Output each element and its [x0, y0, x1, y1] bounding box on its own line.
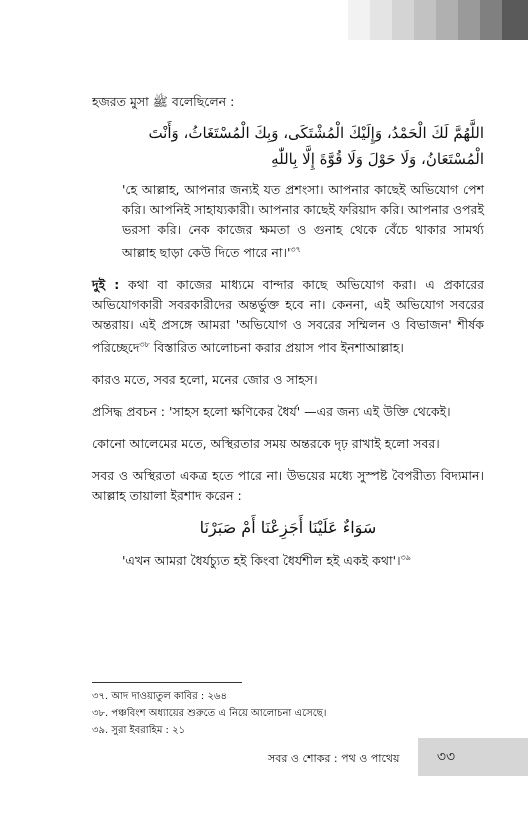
- footnote-divider: [92, 682, 242, 683]
- running-footer-title: সবর ও শোকর : পথ ও পাথেয়: [268, 752, 400, 765]
- proverb: প্রসিদ্ধ প্রবচন : 'সাহস হলো ক্ষণিকের ধৈর্য' —এর জন্য এই উক্তি থেকেই।: [92, 404, 451, 420]
- contrast-paragraph: সবর ও অস্থিরতা একত্র হতে পারে না। উভয়ের মধ্যে সুস্পষ্ট বৈপরীত্য বিদ্যমান। আল্লাহ তায়ালা ইরশাদ করেন :: [92, 468, 484, 504]
- header-bar: [392, 0, 414, 40]
- header-bar: [414, 0, 436, 40]
- header-bar: [480, 0, 502, 40]
- verse-translation: 'এখন আমরা ধৈর্যচ্যুত হই কিংবা ধৈর্যশীল হই একই কথা'।$^{৩৯}$: [122, 553, 411, 569]
- point-label: দুই :: [92, 277, 120, 293]
- header-bar: [370, 0, 392, 40]
- footnote: ৩৯. সুরা ইবরাহিম : ২১: [92, 725, 186, 736]
- arabic-dua: اللَّهُمَّ لَكَ الْحَمْدُ، وَإِلَيْكَ الْمُشْتَكَى، وَبِكَ الْمُسْتَغَاثُ، وَأَنْتَ الْمُسْتَعَانُ، وَلَا حَوْلَ وَلَا قُوَّةَ إِلَّا بِاللّٰهِ: [148, 124, 484, 168]
- footnote: ৩৮. পঞ্চবিংশ অধ্যায়ের শুরুতে এ নিয়ে আলোচনা এসেছে।: [92, 708, 327, 719]
- header-bar: [436, 0, 458, 40]
- intro-line: হজরত মুসা ﷺ বলেছিলেন :: [92, 94, 235, 109]
- footnote-ref: ৩৮: [139, 340, 150, 350]
- opinion-two: কোনো আলেমের মতে, অস্থিরতার সময় অন্তরকে দৃঢ় রাখাই হলো সবর।: [92, 436, 440, 452]
- point-two: দুই : কথা বা কাজের মাধ্যমে বান্দার কাছে অভিযোগ করা। এ প্রকারের অভিযোগকারী সবরকারীদের অন্তর্ভুক্ত হবে না। কেননা, এই অভিযোগ সবরের অন্তরায়। এই প্রসঙ্গে আমরা 'অভিযোগ ও সবরের সম্মিলন ও বিভাজন' শীর্ষক পরিচ্ছেদে$^{৩৮}$ বিস্তারিত আলোচনা করার প্রয়াস পাব ইনশাআল্লাহ।: [92, 277, 484, 356]
- footnotes: [92, 688, 326, 739]
- page-body: [92, 92, 484, 571]
- page-number: ৩৩: [436, 749, 456, 765]
- opinion-one: কারও মতে, সবর হলো, মনের জোর ও সাহস।: [92, 372, 318, 388]
- footnote: ৩৭. আদ দাওয়াতুল কাবির : ২৬৪: [92, 691, 227, 702]
- header-bar: [502, 0, 528, 40]
- footnote-ref: ৩৯: [400, 553, 411, 563]
- page-number-box: [418, 738, 528, 776]
- dua-translation: 'হে আল্লাহ, আপনার জন্যই যত প্রশংসা। আপনার কাছেই অভিযোগ পেশ করি। আপনিই সাহায্যকারী। আপনার কাছেই ফরিয়াদ করি। আপনার ওপরই ভরসা করি। নেক কাজের ক্ষমতা ও গুনাহ থেকে বেঁচে থাকার সামর্থ্য আল্লাহ ছাড়া কেউ দিতে পারে $না।'^{৩৭}$: [122, 182, 484, 261]
- header-bar: [458, 0, 480, 40]
- header-decoration: [348, 0, 528, 40]
- arabic-verse: سَوَاءٌ عَلَيْنَا أَجَزِعْنَا أَمْ صَبَرْنَا: [199, 518, 377, 538]
- footnote-ref: ৩৭: [290, 245, 301, 254]
- header-bar: [348, 0, 370, 40]
